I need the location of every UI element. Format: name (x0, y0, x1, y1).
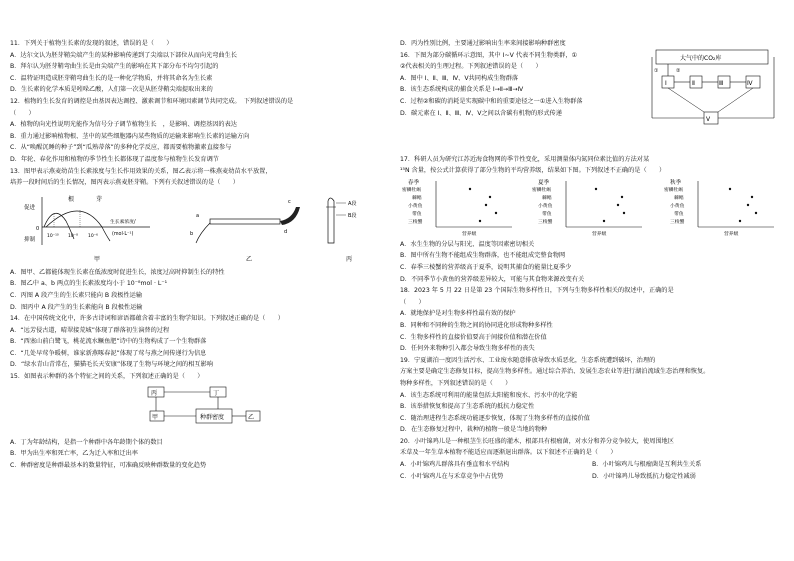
q15-figure-svg (10, 383, 390, 437)
fig-xaxis-label: 生长素浓度/ (110, 219, 136, 225)
q11-option-c: C．温特证明造成胚芽鞘弯曲生长的是一种化学物质，并将其命名为生长素 (10, 74, 213, 82)
q13-option-d: D．图丙中 A 段产生的生长素能向 B 段极性运输 (10, 303, 143, 311)
q19-stem-cont2: 物种多样性，下列叙述错误的是（ ） (400, 379, 512, 387)
fig-segment-b: B段 (348, 212, 357, 219)
q13-figure (10, 189, 390, 267)
q12-option-c: C．从“唤醒沉睡的种子”到“瓜熟蒂落”的多种化学反应，都需要植物激素直接参与 (10, 144, 232, 152)
q17-spring-point (479, 220, 481, 222)
q16-option-d: D．碳元素在 Ⅰ、Ⅱ、Ⅲ、Ⅳ、Ⅴ之间以含碳有机物的形式传递 (400, 109, 562, 117)
q17-summer-sp4: 带鱼 (542, 211, 552, 217)
q17-autumn-point (739, 220, 741, 222)
fig-caption-yi: 乙 (246, 255, 253, 263)
q16-node-3: Ⅲ (719, 79, 724, 87)
q17-stem: 17．科研人员为研究江苏近海食物网的季节性变化，采用测量体内氮同位素比值的方法对某 (400, 155, 650, 163)
q15-node-density: 种群密度 (200, 413, 225, 421)
q12-stem-cont: （ ） (10, 109, 35, 117)
q16-process-2: ② (676, 67, 681, 74)
q14-stem: 14．在中国传统文化中，许多古诗词和谚语都蕴含着丰富的生物学知识。下列叙述正确的是（ ） (10, 315, 284, 323)
q16-stem: 16．下图为部分碳循环示意图，其中 Ⅰ~Ⅴ 代表不同生物类群，① (400, 51, 578, 59)
q16-option-a: A．图中 Ⅰ、Ⅱ、Ⅲ、Ⅳ、Ⅴ共同构成生物群落 (400, 74, 519, 82)
q17-autumn-sp3: 小黄鱼 (670, 203, 685, 209)
q16-figure-svg (644, 46, 784, 150)
q18-option-c: C．生物多样性的直接价值要高于间接价值和潜在价值 (400, 333, 547, 341)
q16-option-b: B．该生态系统构成的捕食关系是 Ⅰ→Ⅱ→Ⅲ→Ⅳ (400, 86, 524, 94)
fig-xaxis-unit: (mol·L⁻¹) (112, 231, 134, 237)
q20-option-a: A．小叶锦鸡儿群落具有垂直和水平结构 (400, 461, 510, 469)
q17-spring-title: 春季 (408, 179, 420, 186)
q13-option-c: C．丙图 A 段产生的生长素只能向 B 段极性运输 (10, 291, 143, 299)
q16-node-2: Ⅱ (692, 79, 695, 87)
q11-option-a: A．达尔文认为胚芽鞘尖端产生的某种影响传递到了尖端以下部位从而向光弯曲生长 (10, 51, 237, 59)
q17-summer-title: 夏季 (538, 179, 550, 186)
q18-option-a: A．就地保护是对生物多样性最有效的保护 (400, 310, 516, 318)
q20-options-row2 (400, 471, 784, 483)
q13-option-a: A．图甲、乙都能体现生长素在低浓度时促进生长，浓度过高时抑制生长的特性 (10, 268, 225, 276)
q12-option-d: D．年轮、春化作用和植物的季节性生长都体现了温度参与植物生长发育调节 (10, 155, 219, 163)
q13-stem-cont: 培养一段时间后的生长情况，图丙表示燕麦胚芽鞘。下列有关叙述错误的是（ ） (10, 179, 239, 187)
q17-summer-sp1: 密鳞牡蛎 (532, 187, 552, 193)
q17-autumn-point (747, 204, 749, 206)
q15-node-yi: 乙 (248, 413, 255, 421)
q17-spring-sp2: 棘鲳 (412, 195, 422, 201)
q17-option-d: D．不同季节小黄鱼的营养级差异较大，可能与其食物来源改变有关 (400, 275, 585, 283)
fig-ylabel-inhibit: 抑制 (24, 236, 36, 243)
fig-point-d: d (284, 228, 288, 235)
q17-autumn-title: 秋季 (670, 179, 682, 186)
q19-option-d: D．在生态修复过程中，栽种的植物一般是当地的物种 (400, 426, 548, 434)
q15-node-ding: 丁 (213, 389, 220, 397)
q14-option-a: A．“远芳侵古道，晴翠接荒城”体现了群落初生演替的过程 (10, 326, 170, 334)
q17-summer-point (595, 188, 597, 190)
q17-summer-sp3: 小黄鱼 (538, 203, 553, 209)
q17-spring-point (485, 204, 487, 206)
q17-option-a: A．水生生物的分层与阳光、温度等因素密切相关 (400, 240, 535, 248)
q13-stem: 13．图甲表示燕麦幼苗生长素浓度与生长作用效果的关系，图乙表示将一株燕麦幼苗水平放置， (10, 167, 272, 175)
q13-option-b: B．图乙中 a、b 两点的生长素浓度均小于 10⁻⁸mol · L⁻¹ (10, 280, 168, 288)
q17-autumn-sp5: 三棱蟹 (670, 219, 685, 225)
q17-spring-xlabel: 营养级 (462, 231, 477, 237)
q17-spring-sp1: 密鳞牡蛎 (402, 187, 422, 193)
q15-option-a: A．丁为年龄结构，是指一个种群中各年龄期个体的数目 (10, 438, 163, 446)
fig-ylabel-promote: 促进 (24, 204, 36, 211)
q17-summer-point (617, 204, 619, 206)
fig-segment-a: A段 (348, 200, 357, 207)
q15-option-b: B．甲为出生率和死亡率，乙为迁入率和迁出率 (10, 450, 138, 458)
fig-point-c: c (288, 198, 291, 205)
fig-origin: 0 (36, 225, 40, 232)
q16-block (400, 50, 784, 154)
fig-bud-label: 芽 (96, 195, 103, 203)
q20-option-c: C．小叶锦鸡儿在与禾草竞争中占优势 (400, 472, 504, 480)
q20-option-d: D．小叶锦鸡儿导致抵抗力稳定性减弱 (592, 472, 696, 480)
q17-spring-point (495, 212, 497, 214)
q15-option-c: C．种群密度是种群最基本的数量特征，可准确反映种群数量的变化趋势 (10, 461, 207, 469)
q14-option-d: D．“绿水青山青常在，猫猫毛长天安康”体现了生物与环境之间的相互影响 (10, 361, 213, 369)
q16-node-5: Ⅴ (706, 115, 711, 123)
fig-root-label: 根 (68, 195, 75, 203)
q15-figure (10, 383, 390, 437)
q16-process-1: ① (654, 67, 659, 74)
q19-option-a: A．该生态系统可利用的能量包括太阳能和废水、污水中的化学能 (400, 391, 578, 399)
q19-option-b: B．该举措恢复和提高了生态系统的抵抗力稳定性 (400, 403, 535, 411)
fig-tick-1: 10⁻¹⁰ (47, 233, 59, 239)
q19-option-c: C．随治理进程生态系统功能逐步恢复，体现了生物多样性的直接价值 (400, 414, 590, 422)
q20-stem-cont: 禾草及一年生草本植物不能适应而逐渐退出群落。以下叙述不正确的是（ ） (400, 449, 617, 457)
q18-stem: 18．2023 年 5 月 22 日是第 23 个国际生物多样性日，下列与生物多样性相关的叙述中，正确的是 (400, 287, 674, 295)
q17-autumn-xlabel: 营养级 (724, 231, 739, 237)
q17-autumn-sp2: 棘鲳 (674, 195, 684, 201)
q16-co2-box: 大气中的CO₂库 (680, 54, 722, 62)
fig-tick-3: 10⁻⁶ (88, 233, 98, 239)
fig-caption-bing: 丙 (346, 255, 353, 263)
q17-summer-point (603, 220, 605, 222)
q16-node-1: Ⅰ (665, 79, 667, 87)
q16-node-4: Ⅳ (747, 79, 753, 87)
fig-point-a: a (196, 212, 200, 219)
q11-option-b: B．拜尔认为胚芽鞘弯曲生长是由尖端产生的影响在其下部分布不均匀引起的 (10, 63, 219, 71)
q17-summer-point (621, 196, 623, 198)
q18-option-b: B．同种和不同种的生物之间的协同进化形成物种多样性 (400, 321, 553, 329)
q11-stem: 11．下列关于植物生长素的发现的叙述，错误的是（ ） (10, 40, 173, 47)
q19-stem-cont: 方案主要是确定生态修复目标，提高生物多样性。通过综合养治、发展生态农业等进行湖泊流域生态治理和恢复。 (400, 368, 710, 376)
q20-options-row1 (400, 459, 784, 471)
q11-option-d: D．生长素的化学本质是吲哚乙酸，人们第一次是从胚芽鞘尖端提取出来的 (10, 86, 213, 94)
q17-figure-svg (400, 177, 784, 239)
q17-autumn-point (755, 212, 757, 214)
q14-option-c: C．“几处早莺争暖树，谁家新燕啄春泥”体现了莺与燕之间传递行为信息 (10, 349, 207, 357)
q18-option-d: D．任何外来物种引入都会导致生物多样性的丧失 (400, 345, 535, 353)
q17-stem-cont: ¹⁵N 含量，按公式计算获得了部分生物的平均营养级，结果如下图。下列叙述不正确的是（ ） (400, 167, 666, 175)
q16-stem-cont: ②代表相关的生理过程。下列叙述错误的是（ ） (400, 63, 542, 71)
fig-caption-jia: 甲 (94, 255, 101, 263)
q14-option-b: B．“西塞山前白鹭飞，桃花流水鳜鱼肥”诗中的生物构成了一个生物群落 (10, 338, 207, 346)
q20-option-b: B．小叶锦鸡儿与根瘤菌是互利共生关系 (592, 461, 702, 469)
fig-point-b: b (190, 230, 194, 237)
q17-option-c: C．春季三棱蟹的营养级高于夏季，说明其捕食的能量比夏季少 (400, 263, 572, 271)
q17-summer-sp5: 三棱蟹 (538, 219, 553, 225)
q16-option-c: C．过程②和碳的消耗是实现碳中和的重要途径之一①进入生物群落 (400, 97, 583, 105)
q17-spring-sp4: 带鱼 (412, 211, 422, 217)
fig-tick-2: 10⁻⁸ (68, 233, 78, 239)
q19-stem: 19．宁夏湖泊一度因生活污水、工业废水随意排放导致水质恶化，生态系统遭到破坏，治理的 (400, 356, 656, 364)
q20-stem: 20．小叶锦鸡儿是一种根茎生长旺盛的灌木，根部具有根瘤菌，对水分和养分竞争较大，使周围地区 (400, 437, 674, 445)
q17-figure (400, 177, 784, 239)
q17-autumn-point (751, 196, 753, 198)
q17-autumn-point (729, 188, 731, 190)
q17-spring-point (469, 188, 471, 190)
q15-node-jia: 甲 (152, 413, 159, 421)
q17-summer-xlabel: 营养级 (592, 231, 607, 237)
q17-spring-sp5: 三棱蟹 (408, 219, 423, 225)
q17-option-b: B．图中所有生物不能组成生物群落，也不能组成完整食物网 (400, 252, 566, 260)
q17-autumn-sp4: 带鱼 (674, 211, 684, 217)
right-column (400, 38, 784, 482)
q15-stem: 15．如图表示种群的各个特征之间的关系，下列叙述正确的是（ ） (10, 373, 204, 381)
q12-stem: 12．植物的生长发育的调控是由基因表达调控、激素调节和环境因素调节共同完成。 下列叙述错误的是 (10, 97, 294, 105)
q15-node-bing: 丙 (151, 389, 158, 397)
q18-stem-cont: （ ） (400, 298, 425, 306)
q17-summer-sp2: 棘鲳 (542, 195, 552, 201)
q17-autumn-sp1: 密鳞牡蛎 (664, 187, 684, 193)
q17-spring-point (489, 196, 491, 198)
q17-spring-sp3: 小黄鱼 (408, 203, 423, 209)
q17-summer-point (623, 212, 625, 214)
q16-text (400, 50, 640, 120)
q12-option-b: B．重力通过影响植物根、茎中的某些细胞器内某些物质的运输来影响生长素的运输方向 (10, 132, 250, 140)
q15-option-d: D．丙为性别比例，主要通过影响出生率来间接影响种群密度 (400, 40, 566, 47)
q12-option-a: A．植物的向光性说明光能作为信号分子调节植物生长 ，是影响、调控基因的表达 (10, 121, 237, 129)
left-column (10, 38, 390, 471)
q13-figure-svg (10, 189, 390, 267)
